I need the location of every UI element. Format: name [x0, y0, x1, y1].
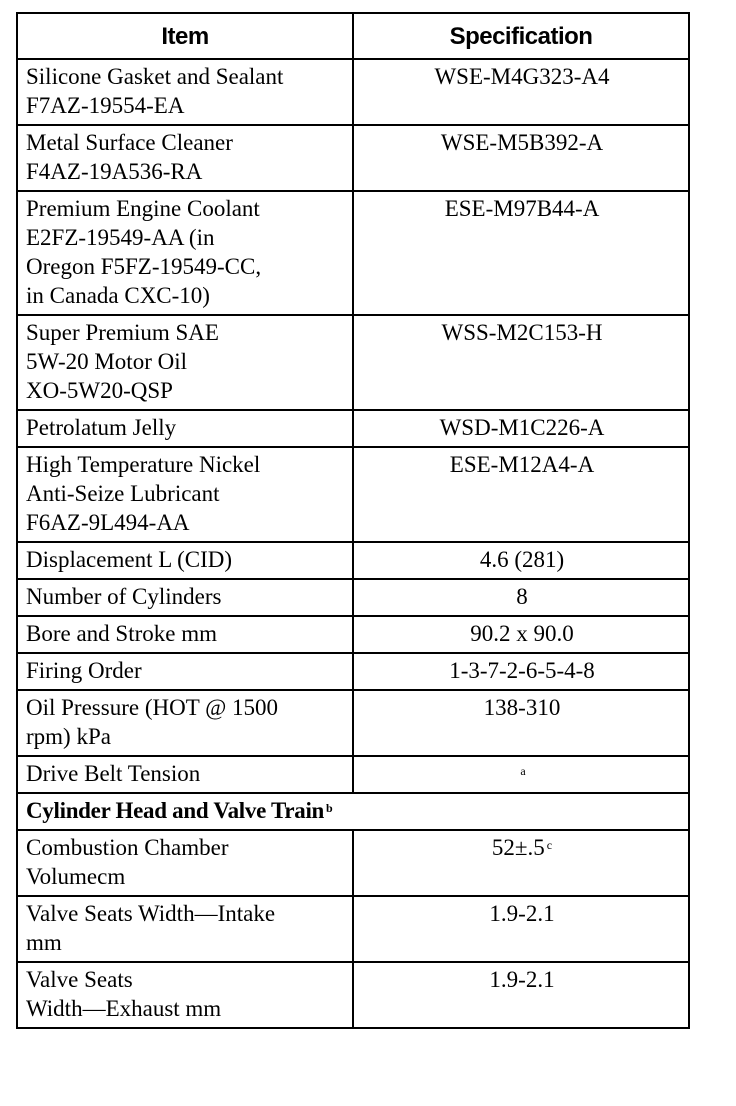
spec-cell: 138-310: [353, 690, 689, 756]
table-row: [17, 830, 689, 896]
table-row: [17, 616, 689, 653]
spec-table: [16, 12, 690, 1029]
section-row: [17, 793, 689, 830]
item-cell: Metal Surface Cleaner F4AZ-19A536-RA: [17, 125, 353, 191]
spec-cell: WSD-M1C226-A: [353, 410, 689, 447]
table-row: [17, 125, 689, 191]
spec-cell: ESE-M12A4-A: [353, 447, 689, 542]
table-row: [17, 315, 689, 410]
table-row: [17, 579, 689, 616]
item-cell: Firing Order: [17, 653, 353, 690]
section-title: Cylinder Head and Valve Train: [26, 798, 325, 823]
spec-cell: [353, 756, 689, 793]
spec-cell: WSE-M4G323-A4: [353, 59, 689, 125]
table-row: [17, 896, 689, 962]
spec-cell: 8: [353, 579, 689, 616]
item-cell: Drive Belt Tension: [17, 756, 353, 793]
spec-cell: 1-3-7-2-6-5-4-8: [353, 653, 689, 690]
item-cell: Super Premium SAE 5W-20 Motor Oil XO-5W20-QSP: [17, 315, 353, 410]
item-cell: Number of Cylinders: [17, 579, 353, 616]
footnote-marker: c: [546, 838, 553, 852]
item-cell: Combustion Chamber Volumecm: [17, 830, 353, 896]
section-heading: [17, 793, 689, 830]
item-cell: Displacement L (CID): [17, 542, 353, 579]
item-cell: Oil Pressure (HOT @ 1500 rpm) kPa: [17, 690, 353, 756]
footnote-marker: b: [326, 801, 333, 815]
table-row: [17, 410, 689, 447]
item-cell: Bore and Stroke mm: [17, 616, 353, 653]
spec-cell: 1.9-2.1: [353, 962, 689, 1028]
table-row: [17, 653, 689, 690]
footnote-marker: a: [520, 764, 526, 778]
item-cell: Silicone Gasket and Sealant F7AZ-19554-EA: [17, 59, 353, 125]
header-spec: Specification: [353, 13, 689, 59]
table-row: [17, 59, 689, 125]
spec-value: 52±.5: [491, 835, 545, 860]
table-row: [17, 542, 689, 579]
table-row: [17, 191, 689, 315]
item-cell: Valve Seats Width—Exhaust mm: [17, 962, 353, 1028]
header-row: [17, 13, 689, 59]
table-row: [17, 756, 689, 793]
item-cell: Petrolatum Jelly: [17, 410, 353, 447]
spec-cell: 4.6 (281): [353, 542, 689, 579]
spec-cell: [353, 830, 689, 896]
table-row: [17, 962, 689, 1028]
spec-cell: ESE-M97B44-A: [353, 191, 689, 315]
spec-cell: 90.2 x 90.0: [353, 616, 689, 653]
header-item: Item: [17, 13, 353, 59]
spec-cell: WSS-M2C153-H: [353, 315, 689, 410]
item-cell: Premium Engine Coolant E2FZ-19549-AA (in Oregon F5FZ-19549-CC, in Canada CXC-10): [17, 191, 353, 315]
item-cell: High Temperature Nickel Anti-Seize Lubricant F6AZ-9L494-AA: [17, 447, 353, 542]
spec-cell: 1.9-2.1: [353, 896, 689, 962]
spec-cell: WSE-M5B392-A: [353, 125, 689, 191]
table-row: [17, 690, 689, 756]
item-cell: Valve Seats Width—Intake mm: [17, 896, 353, 962]
table-row: [17, 447, 689, 542]
